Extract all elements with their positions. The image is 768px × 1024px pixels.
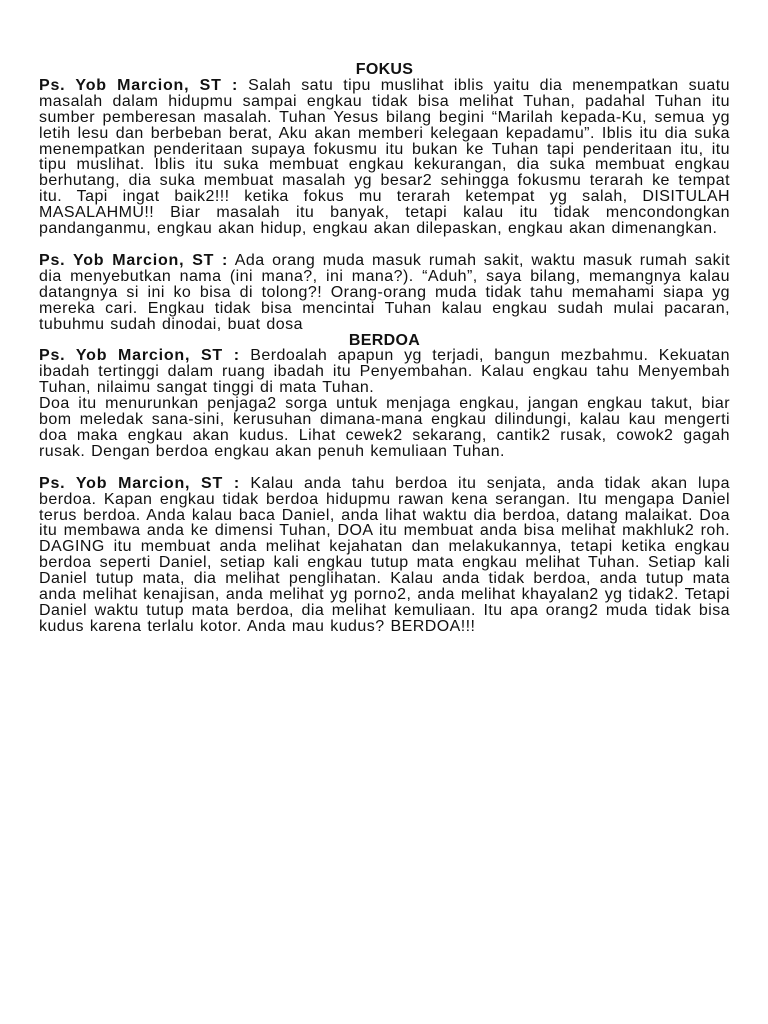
paragraph-text: Doa itu menurunkan penjaga2 sorga untuk menjaga engkau, jangan engkau takut, biar bom meledak sana-sini, kerusuhan dimana-mana engkau dilindungi, kalau kau mengerti doa maka engkau akan kudus. Lihat cewek2 sekarang, cantik2 rusak, cowok2 gagah rusak. Dengan berdoa engkau akan penuh kemuliaan Tuhan. — [39, 395, 730, 460]
speaker-label: Ps. Yob Marcion, ST : — [39, 251, 229, 269]
paragraph — [39, 253, 730, 333]
paragraph-text: Kalau anda tahu berdoa itu senjata, anda tidak akan lupa berdoa. Kapan engkau tidak berdoa hidupmu rawan kena serangan. Itu mengapa Daniel terus berdoa. Anda kalau baca Daniel, anda lihat waktu dia berdoa, datang malaikat. Doa itu membawa anda ke dimensi Tuhan, DOA itu membuat anda bisa melihat makhluk2 roh. DAGING itu membuat anda melihat kejahatan dan melakukannya, tetapi ketika engkau berdoa seperti Daniel, setiap kali engkau tutup mata engkau melihat Tuhan. Setiap kali Daniel tutup mata, dia melihat penglihatan. Kalau anda tidak berdoa, anda tutup mata anda melihat kenajisan, anda melihat yg porno2, anda melihat khayalan2 yg tidak2. Tetapi Daniel waktu tutup mata berdoa, dia melihat kemuliaan. Itu apa orang2 muda tidak bisa kudus karena terlalu kotor. Anda mau kudus? BERDOA!!! — [39, 474, 730, 635]
paragraph — [39, 476, 730, 635]
paragraph-text: Ada orang muda masuk rumah sakit, waktu masuk rumah sakit dia menyebutkan nama (ini mana?, ini mana?). “Aduh”, saya bilang, memangnya kalau datangnya si ini ko bisa di tolong?! Orang-orang muda tidak tahu memahami siapa yg mereka cari. Engkau tidak bisa mencintai Tuhan kalau engkau sudah mulai pacaran, tubuhmu sudah dinodai, buat dosa — [39, 251, 730, 333]
section-heading-berdoa: BERDOA — [348, 331, 421, 349]
paragraph — [39, 396, 730, 460]
speaker-label: Ps. Yob Marcion, ST : — [39, 474, 240, 492]
paragraph-gap — [39, 460, 730, 476]
section-heading-fokus: FOKUS — [355, 61, 414, 78]
speaker-label: Ps. Yob Marcion, ST : — [39, 76, 239, 94]
paragraph — [39, 78, 730, 237]
paragraph-gap — [39, 237, 730, 253]
paragraph — [39, 348, 730, 396]
paragraph-text: Berdoalah apapun yg terjadi, bangun mezbahmu. Kekuatan ibadah tertinggi dalam ruang ibadah itu Penyembahan. Kalau engkau tahu Menyembah Tuhan, nilaimu sangat tinggi di mata Tuhan. — [39, 347, 730, 397]
paragraph-text: Salah satu tipu muslihat iblis yaitu dia menempatkan suatu masalah dalam hidupmu sampai engkau tidak bisa melihat Tuhan, padahal Tuhan itu sumber pemberesan masalah. Tuhan Yesus bilang begini “Marilah kepada-Ku, semua yg letih lesu dan berbeban berat, Aku akan memberi kelegaan kepadamu”. Iblis itu dia suka menempatkan penderitaan supaya fokusmu itu bukan ke Tuhan tapi penderitaan itu, itu tipu muslihat. Iblis itu suka membuat engkau kekurangan, dia suka membuat engkau berhutang, dia suka membuat masalah yg besar2 sehingga fokusmu terarah ke tempat itu. Tapi ingat baik2!!! ketika fokus mu terarah ketempat yg salah, DISITULAH MASALAHMU!! Biar masalah itu banyak, tetapi kalau itu tidak mencondongkan pandanganmu, engkau akan hidup, engkau akan dilepaskan, engkau akan dimenangkan. — [39, 76, 730, 238]
speaker-label: Ps. Yob Marcion, ST : — [39, 347, 240, 365]
